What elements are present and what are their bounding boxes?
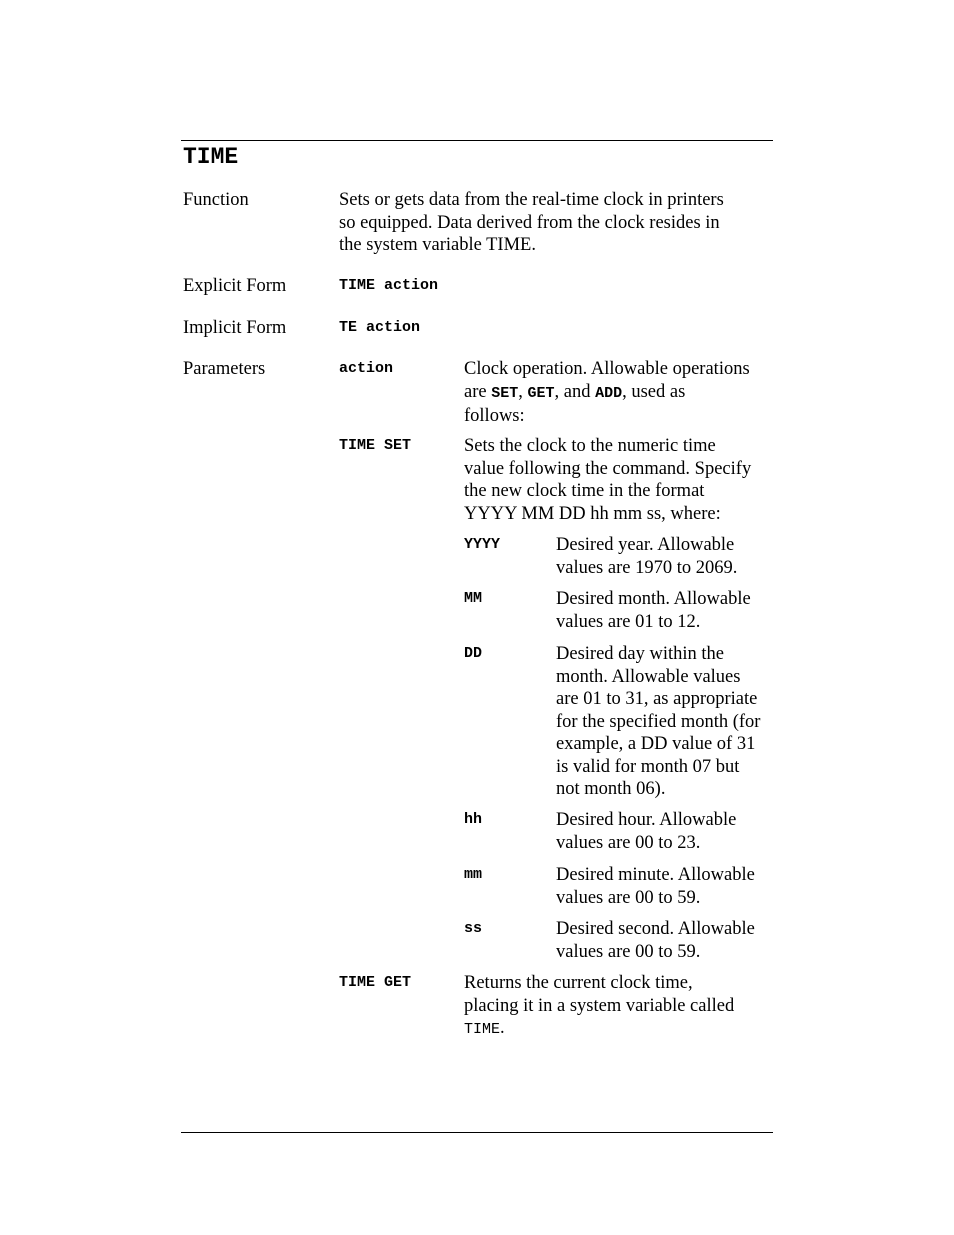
field-line: is valid for month 07 but xyxy=(556,756,740,777)
time-get-line: Returns the current clock time, xyxy=(464,973,693,993)
action-text: , used as xyxy=(622,381,686,402)
field-hh-description xyxy=(556,809,736,854)
action-text: are xyxy=(464,381,492,402)
field-line: values are 00 to 23. xyxy=(556,832,701,853)
time-variable-code: TIME xyxy=(464,1021,501,1038)
field-yyyy-description xyxy=(556,534,737,579)
param-action-description xyxy=(464,358,750,428)
action-line: follows: xyxy=(464,406,525,426)
explicit-form-value: TIME action xyxy=(339,277,439,294)
field-mm-minute-description xyxy=(556,864,755,909)
page-title: TIME xyxy=(183,144,239,170)
function-label: Function xyxy=(183,190,249,210)
period: . xyxy=(500,1018,505,1038)
field-line: values are 00 to 59. xyxy=(556,941,701,962)
field-ss-name: ss xyxy=(464,920,483,937)
function-line: the system variable TIME. xyxy=(339,235,536,255)
field-line: values are 1970 to 2069. xyxy=(556,557,738,578)
parameters-label: Parameters xyxy=(183,359,266,379)
field-line: are 01 to 31, as appropriate xyxy=(556,689,758,709)
field-line: Desired hour. Allowable xyxy=(556,810,737,830)
field-dd-name: DD xyxy=(464,645,483,662)
param-time-get-description xyxy=(464,972,734,1042)
time-get-line xyxy=(464,1017,734,1042)
field-ss-description xyxy=(556,918,755,963)
implicit-form-value: TE action xyxy=(339,319,421,336)
field-line: Desired second. Allowable xyxy=(556,919,755,939)
top-rule xyxy=(181,140,773,141)
param-time-set-name: TIME SET xyxy=(339,437,412,454)
get-code: GET xyxy=(527,384,555,402)
action-text: , and xyxy=(554,381,596,402)
action-line: Clock operation. Allowable operations xyxy=(464,359,750,379)
function-line: so equipped. Data derived from the clock resides in xyxy=(339,212,720,233)
time-set-line: Sets the clock to the numeric time xyxy=(464,436,716,456)
time-get-line: placing it in a system variable called xyxy=(464,995,735,1016)
field-line: example, a DD value of 31 xyxy=(556,734,756,754)
field-line: not month 06). xyxy=(556,779,666,799)
explicit-form-label: Explicit Form xyxy=(183,276,287,296)
field-mm-minute-name: mm xyxy=(464,866,483,883)
time-set-line: value following the command. Specify xyxy=(464,458,752,479)
field-mm-description xyxy=(556,588,751,633)
field-line: Desired minute. Allowable xyxy=(556,865,755,885)
set-code: SET xyxy=(491,384,519,402)
function-description xyxy=(339,189,724,257)
param-time-set-description xyxy=(464,435,751,525)
field-line: values are 01 to 12. xyxy=(556,611,701,632)
time-set-line: the new clock time in the format xyxy=(464,481,705,501)
param-time-get-name: TIME GET xyxy=(339,974,412,991)
time-set-line: YYYY MM DD hh mm ss, where: xyxy=(464,503,721,524)
param-action-name: action xyxy=(339,360,394,377)
field-line: Desired year. Allowable xyxy=(556,535,735,555)
bottom-rule xyxy=(181,1132,773,1133)
add-code: ADD xyxy=(595,384,623,402)
field-line: month. Allowable values xyxy=(556,666,741,687)
field-mm-name: MM xyxy=(464,590,483,607)
field-yyyy-name: YYYY xyxy=(464,536,501,553)
field-dd-description xyxy=(556,643,760,801)
field-line: for the specified month (for xyxy=(556,711,761,732)
action-text: , xyxy=(518,381,528,402)
field-hh-name: hh xyxy=(464,811,483,828)
field-line: values are 00 to 59. xyxy=(556,887,701,908)
function-line: Sets or gets data from the real-time clock in printers xyxy=(339,190,724,210)
action-line xyxy=(464,381,750,406)
field-line: Desired day within the xyxy=(556,644,724,664)
implicit-form-label: Implicit Form xyxy=(183,318,287,338)
field-line: Desired month. Allowable xyxy=(556,589,751,609)
